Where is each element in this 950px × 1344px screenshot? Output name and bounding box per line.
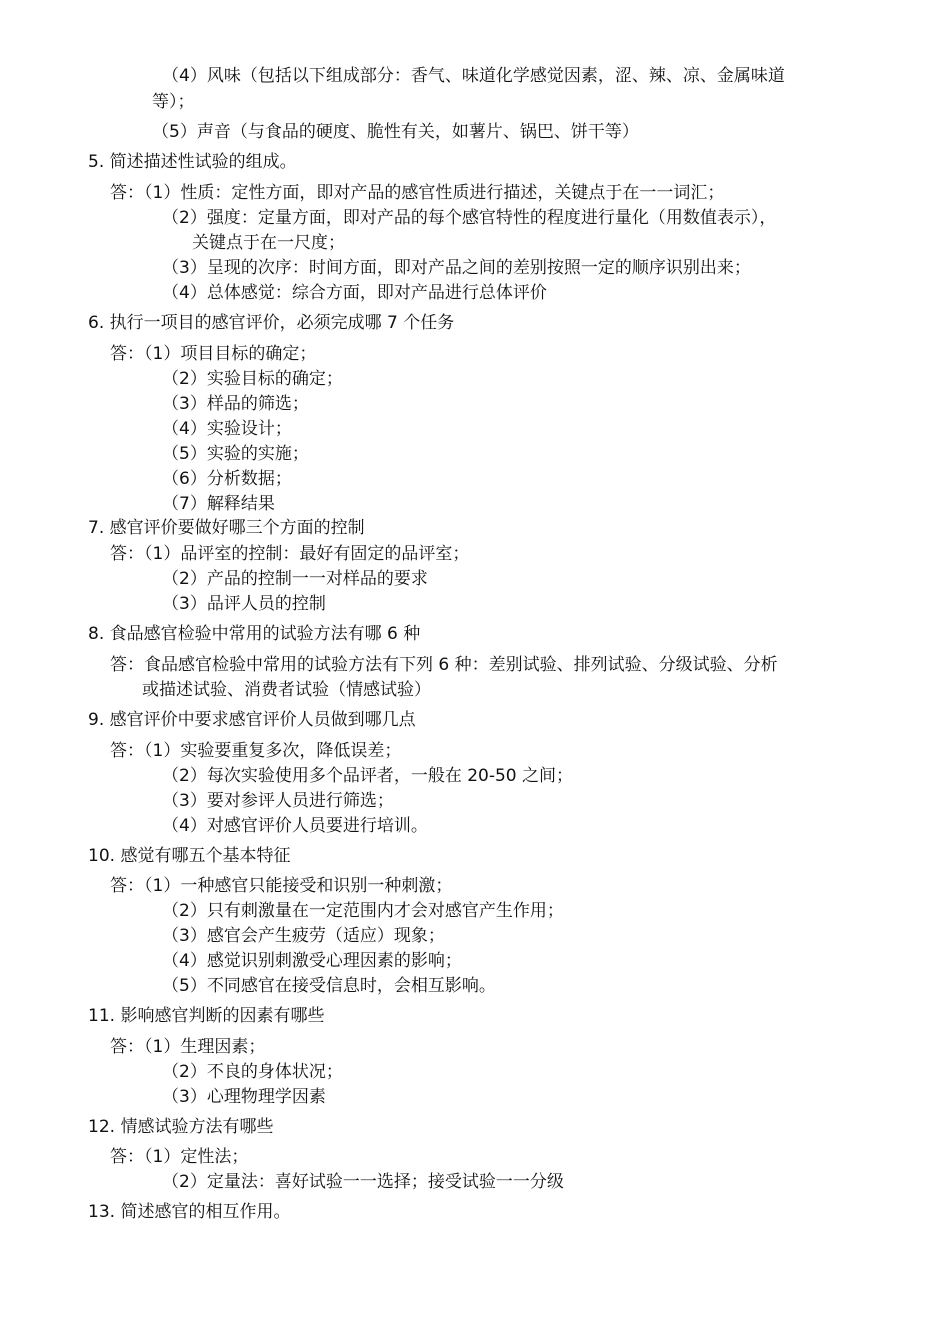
question-8-answer-line-2: 或描述试验、消费者试验（情感试验） — [142, 680, 431, 700]
question-6-answer-first: 答：（1）项目目标的确定； — [110, 344, 317, 364]
question-13-title: 13. 简述感官的相互作用。 — [88, 1202, 291, 1222]
question-6-item: （2）实验目标的确定； — [162, 369, 343, 389]
question-7-title: 7. 感官评价要做好哪三个方面的控制 — [88, 518, 365, 538]
question-6-title: 6. 执行一项目的感官评价，必须完成哪 7 个任务 — [88, 313, 455, 333]
question-10-item: （3）感官会产生疲劳（适应）现象； — [162, 926, 445, 946]
question-7-item: （2）产品的控制一一对样品的要求 — [162, 569, 428, 589]
question-5-title: 5. 简述描述性试验的组成。 — [88, 152, 297, 172]
question-6-item: （7）解释结果 — [162, 494, 275, 514]
question-5-item: （3）呈现的次序：时间方面，即对产品之间的差别按照一定的顺序识别出来； — [162, 258, 751, 278]
question-12-item: （2）定量法：喜好试验一一选择；接受试验一一分级 — [162, 1172, 564, 1192]
question-6-item: （3）样品的筛选； — [162, 394, 309, 414]
carryover-item-5: （5）声音（与食品的硬度、脆性有关，如薯片、锅巴、饼干等） — [152, 122, 639, 142]
question-6-item: （5）实验的实施； — [162, 444, 309, 464]
carryover-item-4-line-1: （4）风味（包括以下组成部分：香气、味道化学感觉因素，涩、辣、凉、金属味道 — [162, 66, 785, 86]
question-8-title: 8. 食品感官检验中常用的试验方法有哪 6 种 — [88, 624, 421, 644]
question-10-title: 10. 感觉有哪五个基本特征 — [88, 846, 291, 866]
carryover-item-4-line-2: 等）； — [152, 92, 195, 112]
question-10-answer-first: 答：（1）一种感官只能接受和识别一种刺激； — [110, 876, 453, 896]
question-11-item: （3）心理物理学因素 — [162, 1087, 326, 1107]
question-11-answer-first: 答：（1）生理因素； — [110, 1037, 266, 1057]
question-6-item: （6）分析数据； — [162, 469, 292, 489]
question-12-answer-first: 答：（1）定性法； — [110, 1147, 249, 1167]
question-7-item: （3）品评人员的控制 — [162, 594, 326, 614]
question-5-item: （4）总体感觉：综合方面，即对产品进行总体评价 — [162, 283, 547, 303]
question-10-item: （5）不同感官在接受信息时，会相互影响。 — [162, 976, 496, 996]
question-9-item: （4）对感官评价人员要进行培训。 — [162, 816, 428, 836]
question-12-title: 12. 情感试验方法有哪些 — [88, 1117, 274, 1137]
question-9-item: （3）要对参评人员进行筛选； — [162, 791, 394, 811]
question-5-item: 关键点于在一尺度； — [192, 233, 345, 253]
question-6-item: （4）实验设计； — [162, 419, 292, 439]
question-7-answer-first: 答：（1）品评室的控制：最好有固定的品评室； — [110, 544, 470, 564]
question-9-answer-first: 答：（1）实验要重复多次，降低误差； — [110, 741, 402, 761]
question-11-item: （2）不良的身体状况； — [162, 1062, 343, 1082]
question-10-item: （2）只有刺激量在一定范围内才会对感官产生作用； — [162, 901, 564, 921]
question-9-item: （2）每次实验使用多个品评者，一般在 20-50 之间； — [162, 766, 574, 786]
question-10-item: （4）感觉识别刺激受心理因素的影响； — [162, 951, 462, 971]
question-5-item: （2）强度：定量方面，即对产品的每个感官特性的程度进行量化（用数值表示）， — [162, 208, 777, 228]
question-5-answer-first: 答：（1）性质：定性方面，即对产品的感官性质进行描述，关键点于在一一词汇； — [110, 183, 725, 203]
question-11-title: 11. 影响感官判断的因素有哪些 — [88, 1006, 325, 1026]
question-8-answer-line-1: 答：食品感官检验中常用的试验方法有下列 6 种：差别试验、排列试验、分级试验、分析 — [110, 655, 778, 675]
question-9-title: 9. 感官评价中要求感官评价人员做到哪几点 — [88, 710, 416, 730]
